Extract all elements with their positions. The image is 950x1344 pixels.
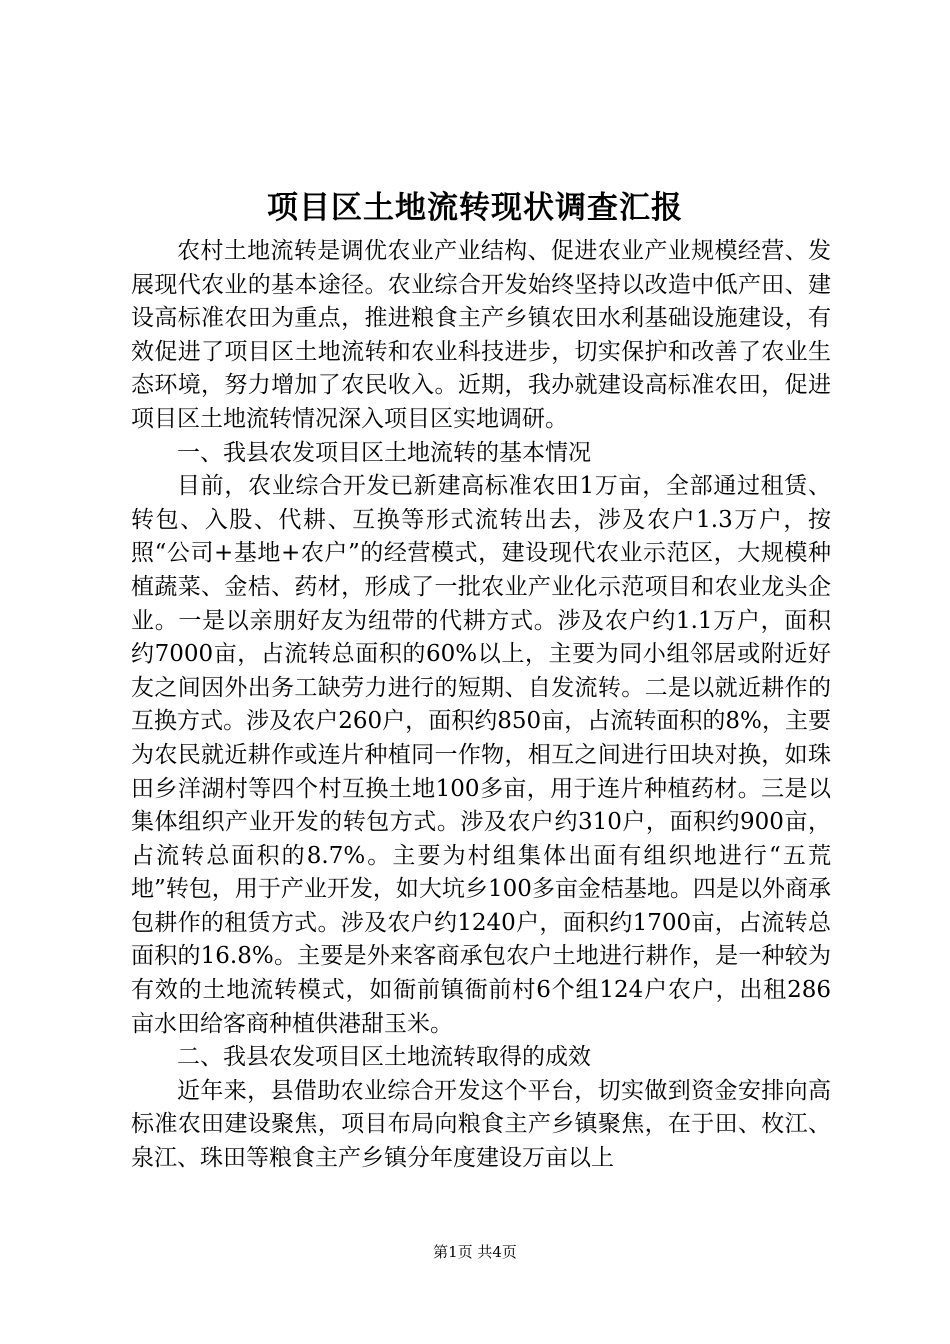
intro-paragraph: 农村土地流转是调优农业产业结构、促进农业产业规模经营、发展现代农业的基本途径。农业综合开发始终坚持以改造中低产田、建设高标准农田为重点，推进粮食主产乡镇农田水利基础设施建设，有效促进了项目区土地流转和农业科技进步，切实保护和改善了农业生态环境，努力增加了农民收入。近期，我办就建设高标准农田，促进项目区土地流转情况深入项目区实地调研。 [131, 238, 831, 432]
page-footer: 第1页 共4页 [433, 1243, 517, 1261]
section-heading-1: 一、我县农发项目区土地流转的基本情况 [177, 439, 591, 466]
section-heading-2: 二、我县农发项目区土地流转取得的成效 [177, 1044, 591, 1071]
section-1-paragraph: 目前，农业综合开发已新建高标准农田1万亩，全部通过租赁、转包、入股、代耕、互换等形式流转出去，涉及农户1.3万户，按照“公司+基地+农户”的经营模式，建设现代农业示范区，大规模种植蔬菜、金桔、药材，形成了一批农业产业化示范项目和农业龙头企业。一是以亲朋好友为纽带的代耕方式。涉及农户约1.1万户，面积约7000亩，占流转总面积的60%以上，主要为同小组邻居或附近好友之间因外出务工缺劳力进行的短期、自发流转。二是以就近耕作的互换方式。涉及农户260户，面积约850亩，占流转面积的8%，主要为农民就近耕作或连片种植同一作物，相互之间进行田块对换，如珠田乡洋湖村等四个村互换土地100多亩，用于连片种植药材。三是以集体组织产业开发的转包方式。涉及农户约310户，面积约900亩，占流转总面积的8.7%。主要为村组集体出面有组织地进行“五荒地”转包，用于产业开发，如大坑乡100多亩金桔基地。四是以外商承包耕作的租赁方式。涉及农户约1240户，面积约1700亩，占流转总面积的16.8%。主要是外来客商承包农户土地进行耕作，是一种较为有效的土地流转模式，如衙前镇衙前村6个组124户农户，出租286亩水田给客商种植供港甜玉米。 [131, 473, 831, 1037]
document-title: 项目区土地流转现状调查汇报 [267, 190, 683, 226]
document-body [131, 235, 831, 1176]
section-2-paragraph: 近年来，县借助农业综合开发这个平台，切实做到资金安排向高标准农田建设聚焦，项目布局向粮食主产乡镇聚焦，在于田、枚江、泉江、珠田等粮食主产乡镇分年度建设万亩以上 [131, 1077, 831, 1172]
